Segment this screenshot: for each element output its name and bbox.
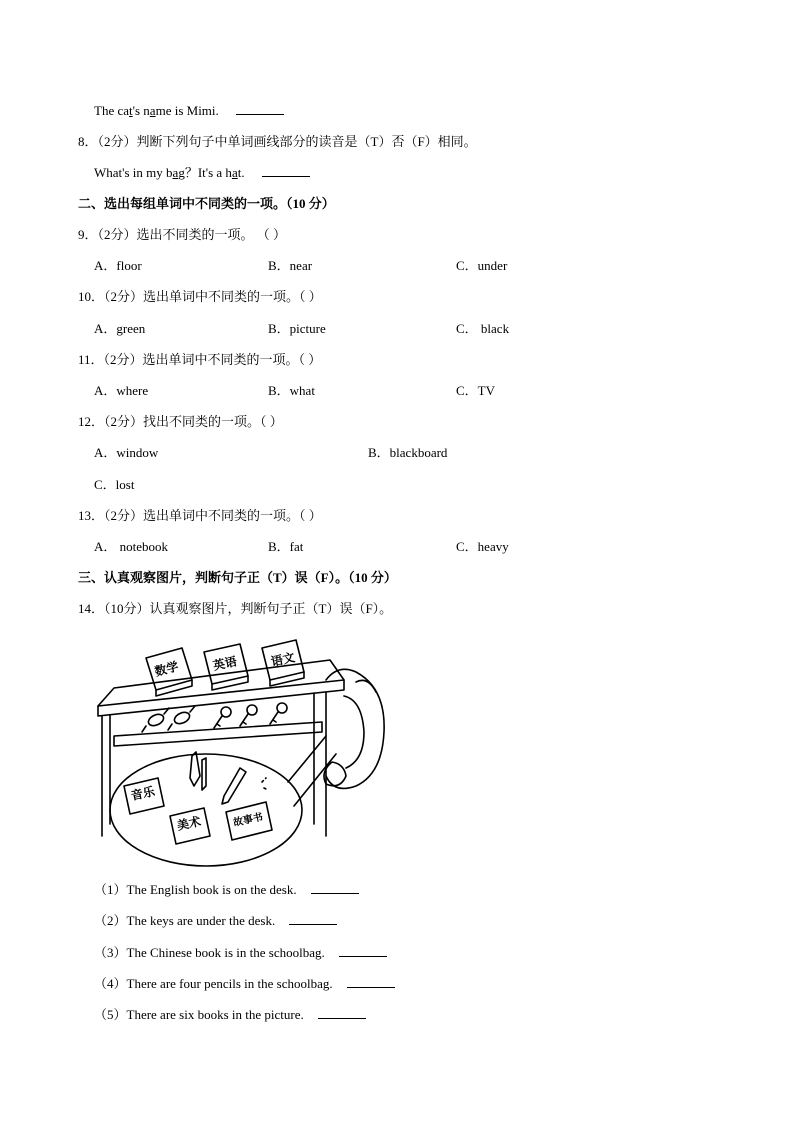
- q9-option-c[interactable]: C．under: [456, 258, 508, 273]
- q8-answer-blank[interactable]: [262, 164, 310, 177]
- q14-item-3: [94, 944, 387, 962]
- q14-item-1-blank[interactable]: [311, 881, 359, 894]
- q9-title: 9．（2分）选出不同类的一项。 （ ）: [78, 227, 287, 242]
- q14-item-5-text: （5）There are six books in the picture.: [94, 1007, 304, 1022]
- q14-item-2-blank[interactable]: [289, 912, 337, 925]
- q7-underlined-1: t: [129, 103, 133, 118]
- key-icon: [214, 707, 231, 728]
- section2-heading: 二、选出每组单词中不同类的一项。（10 分）: [78, 196, 335, 211]
- book-label-art: 美术: [175, 814, 203, 833]
- q14-item-4-blank[interactable]: [347, 975, 395, 988]
- q14-item-3-text: （3）The Chinese book is in the schoolbag.: [94, 945, 325, 960]
- q14-item-4: [94, 975, 395, 993]
- q9-option-b[interactable]: B．near: [268, 258, 313, 273]
- book-label-chinese: 语文: [269, 650, 297, 669]
- q10-option-a[interactable]: A．green: [94, 321, 146, 336]
- q7-text-b: 's n: [132, 103, 150, 118]
- q10-option-c[interactable]: C． black: [456, 321, 510, 336]
- q13-title: 13．（2分）选出单词中不同类的一项。（ ）: [78, 508, 322, 523]
- q8-underlined-1: a: [172, 165, 179, 180]
- q12-option-a[interactable]: A．window: [94, 445, 159, 460]
- key-icon: [270, 703, 287, 724]
- section3-heading: 三、认真观察图片，判断句子正（T）误（F）。（10 分）: [78, 570, 397, 585]
- desk-schoolbag-illustration: [94, 636, 394, 874]
- book-label-english: 英语: [211, 654, 239, 673]
- zoom-lines: [288, 736, 336, 806]
- q13-option-c[interactable]: C．heavy: [456, 539, 509, 554]
- pencil-icon: [190, 752, 200, 786]
- pencil-icon: [262, 778, 268, 790]
- q7-underlined-2: a: [149, 103, 156, 118]
- q14-item-5: [94, 1006, 366, 1024]
- q9-option-a[interactable]: A．floor: [94, 258, 142, 273]
- q12-option-c[interactable]: C．lost: [94, 477, 135, 492]
- book-label-music: 音乐: [129, 784, 157, 803]
- q8-text-b: g？It's a h: [178, 165, 232, 180]
- q10-option-b[interactable]: B．picture: [268, 321, 326, 336]
- q8-sentence: [94, 164, 310, 182]
- q11-title: 11．（2分）选出单词中不同类的一项。（ ）: [78, 352, 322, 367]
- q12-title: 12．（2分）找出不同类的一项。（ ）: [78, 414, 283, 429]
- q8-title: 8．（2分）判断下列句子中单词画线部分的读音是（T）否（F）相同。: [78, 134, 477, 149]
- q13-option-a[interactable]: A． notebook: [94, 539, 169, 554]
- q11-option-b[interactable]: B．what: [268, 383, 315, 398]
- q14-item-2-text: （2）The keys are under the desk.: [94, 913, 276, 928]
- q14-item-5-blank[interactable]: [318, 1006, 366, 1019]
- book-label-storybook: 故事书: [232, 811, 264, 829]
- q12-option-b[interactable]: B．blackboard: [368, 445, 448, 460]
- q14-title: 14．（10分）认真观察图片，判断句子正（T）误（F）。: [78, 601, 393, 616]
- q14-item-3-blank[interactable]: [339, 944, 387, 957]
- key-icon: [240, 705, 257, 726]
- q14-item-4-text: （4）There are four pencils in the schoolbag.: [94, 976, 333, 991]
- q11-option-a[interactable]: A．where: [94, 383, 149, 398]
- q8-underlined-2: a: [231, 165, 238, 180]
- q7-text-c: me is Mimi.: [155, 103, 219, 118]
- q7-answer-blank[interactable]: [236, 102, 284, 115]
- q8-text-c: t.: [237, 165, 245, 180]
- book-label-math: 数学: [153, 659, 180, 679]
- q14-item-2: [94, 912, 337, 930]
- q10-title: 10．（2分）选出单词中不同类的一项。（ ）: [78, 289, 322, 304]
- q11-option-c[interactable]: C．TV: [456, 383, 496, 398]
- pencil-icon: [202, 758, 206, 790]
- q7-text-a: The ca: [94, 103, 130, 118]
- q13-option-b[interactable]: B．fat: [268, 539, 304, 554]
- candy-icon: [168, 706, 195, 730]
- pencil-icon: [222, 768, 246, 804]
- q14-item-1-text: （1）The English book is on the desk.: [94, 882, 297, 897]
- q7-sentence: [94, 102, 284, 120]
- schoolbag-icon: [324, 669, 384, 788]
- q8-text-a: What's in my b: [94, 165, 173, 180]
- q14-item-1: [94, 881, 359, 899]
